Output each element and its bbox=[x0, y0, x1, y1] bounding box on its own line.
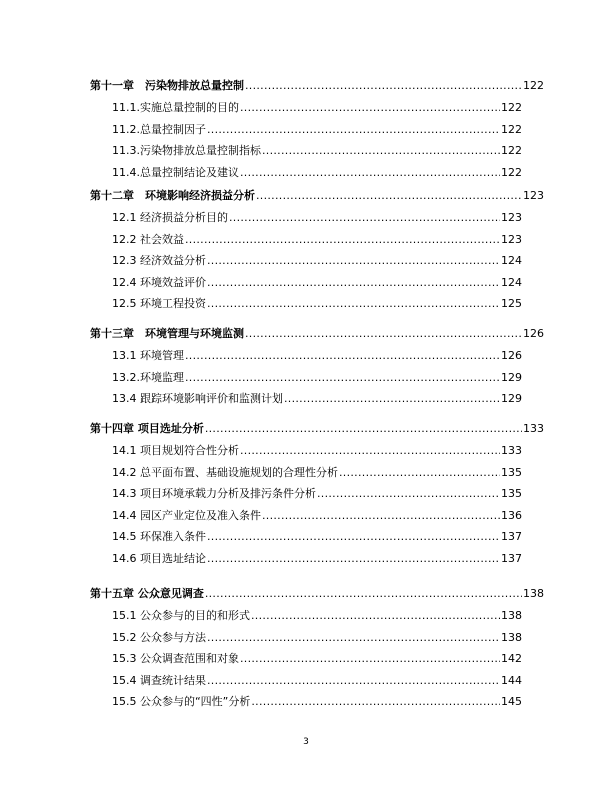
toc-leader-dots bbox=[284, 392, 500, 405]
toc-leader-dots bbox=[205, 422, 522, 435]
toc-page-number: 125 bbox=[501, 297, 522, 311]
toc-chapter-entry[interactable] bbox=[90, 587, 544, 600]
toc-leader-dots bbox=[185, 371, 500, 384]
toc-section-title: 14.3 项目环境承载力分析及排污条件分析 bbox=[112, 487, 316, 501]
toc-section-title: 14.6 项目选址结论 bbox=[112, 552, 206, 565]
toc-section-title: 15.2 公众参与方法 bbox=[112, 630, 206, 644]
toc-page-number: 144 bbox=[501, 673, 522, 687]
toc-leader-dots bbox=[262, 509, 500, 522]
toc-chapter-entry[interactable] bbox=[90, 79, 544, 92]
toc-page-number: 122 bbox=[501, 101, 522, 114]
toc-leader-dots bbox=[245, 327, 522, 340]
toc-section-entry[interactable] bbox=[90, 444, 522, 457]
toc-leader-dots bbox=[207, 297, 500, 310]
toc-leader-dots bbox=[240, 101, 500, 114]
toc-section-entry[interactable] bbox=[90, 371, 522, 384]
toc-section-title: 15.3 公众调查范围和对象 bbox=[112, 652, 239, 666]
toc-page-number: 123 bbox=[501, 232, 522, 246]
toc-leader-dots bbox=[240, 444, 500, 457]
toc-chapter-entry[interactable] bbox=[90, 189, 544, 202]
toc-page-number: 137 bbox=[501, 530, 522, 544]
toc-leader-dots bbox=[207, 123, 500, 136]
toc-section-entry[interactable] bbox=[90, 101, 522, 114]
toc-section-entry[interactable] bbox=[90, 123, 522, 136]
toc-page-number: 122 bbox=[501, 165, 522, 179]
toc-leader-dots bbox=[256, 189, 522, 202]
toc-page-number: 138 bbox=[501, 630, 522, 644]
toc-page-number: 123 bbox=[501, 211, 522, 224]
toc-section-entry[interactable] bbox=[90, 631, 522, 644]
toc-section-title: 12.3 经济效益分析 bbox=[112, 254, 206, 268]
toc-chapter-title: 第十四章 项目选址分析 bbox=[90, 422, 204, 435]
toc-section-title: 11.1.实施总量控制的目的 bbox=[112, 101, 239, 114]
toc-section-entry[interactable] bbox=[90, 609, 522, 622]
toc-page-number: 133 bbox=[501, 444, 522, 457]
toc-leader-dots bbox=[207, 631, 500, 644]
toc-section-title: 14.2 总平面布置、基础设施规划的合理性分析 bbox=[112, 465, 338, 479]
toc-chapter-title: 第十三章 环境管理与环境监测 bbox=[90, 327, 244, 340]
toc-section-entry[interactable] bbox=[90, 674, 522, 687]
toc-page-number: 124 bbox=[501, 275, 522, 289]
toc-chapter-title: 第十五章 公众意见调查 bbox=[90, 587, 204, 600]
toc-leader-dots bbox=[207, 276, 500, 289]
toc-page-number: 123 bbox=[523, 189, 544, 202]
toc-section-entry[interactable] bbox=[90, 276, 522, 289]
toc-section-title: 12.1 经济损益分析目的 bbox=[112, 211, 228, 224]
toc-page-number: 138 bbox=[523, 587, 544, 600]
toc-page-number: 126 bbox=[501, 349, 522, 362]
toc-section-entry[interactable] bbox=[90, 392, 522, 405]
toc-chapter-title: 第十二章 环境影响经济损益分析 bbox=[90, 189, 255, 202]
toc-leader-dots bbox=[207, 552, 500, 565]
toc-section-entry[interactable] bbox=[90, 530, 522, 543]
toc-leader-dots bbox=[245, 79, 522, 92]
toc-section-title: 14.5 环保准入条件 bbox=[112, 530, 206, 544]
toc-page-number: 138 bbox=[501, 609, 522, 622]
toc-page-number: 133 bbox=[523, 422, 544, 435]
toc-page-number: 124 bbox=[501, 254, 522, 268]
toc-section-entry[interactable] bbox=[90, 695, 522, 708]
toc-section-entry[interactable] bbox=[90, 509, 522, 522]
toc-section-title: 15.5 公众参与的“四性”分析 bbox=[112, 695, 251, 709]
toc-leader-dots bbox=[185, 233, 500, 246]
toc-section-title: 11.4.总量控制结论及建议 bbox=[112, 165, 239, 179]
toc-section-title: 11.3.污染物排放总量控制指标 bbox=[112, 144, 261, 158]
toc-section-title: 11.2.总量控制因子 bbox=[112, 122, 206, 136]
toc-section-entry[interactable] bbox=[90, 487, 522, 500]
toc-section-entry[interactable] bbox=[90, 233, 522, 246]
toc-page-number: 142 bbox=[501, 652, 522, 666]
toc-page-number: 126 bbox=[523, 327, 544, 340]
toc-page-number: 122 bbox=[501, 144, 522, 158]
toc-leader-dots bbox=[339, 466, 500, 479]
toc-leader-dots bbox=[262, 144, 500, 157]
toc-section-title: 13.4 跟踪环境影响评价和监测计划 bbox=[112, 392, 283, 406]
page-number: 3 bbox=[303, 737, 309, 747]
toc-chapter-title: 第十一章 污染物排放总量控制 bbox=[90, 79, 244, 92]
toc-section-title: 15.4 调查统计结果 bbox=[112, 673, 206, 687]
toc-page-number: 136 bbox=[501, 508, 522, 522]
toc-section-entry[interactable] bbox=[90, 297, 522, 310]
toc-leader-dots bbox=[229, 211, 500, 224]
toc-chapter-entry[interactable] bbox=[90, 422, 544, 435]
toc-section-title: 13.1 环境管理 bbox=[112, 349, 184, 362]
toc-section-entry[interactable] bbox=[90, 144, 522, 157]
toc-section-title: 12.4 环境效益评价 bbox=[112, 275, 206, 289]
toc-section-entry[interactable] bbox=[90, 166, 522, 179]
toc-section-title: 15.1 公众参与的目的和形式 bbox=[112, 609, 250, 622]
toc-section-title: 14.4 园区产业定位及准入条件 bbox=[112, 508, 261, 522]
toc-section-entry[interactable] bbox=[90, 652, 522, 665]
toc-section-entry[interactable] bbox=[90, 349, 522, 362]
toc-leader-dots bbox=[251, 695, 500, 708]
toc-page-number: 145 bbox=[501, 695, 522, 709]
toc-leader-dots bbox=[240, 166, 500, 179]
toc-leader-dots bbox=[207, 254, 500, 267]
toc-leader-dots bbox=[185, 349, 500, 362]
toc-section-title: 12.5 环境工程投资 bbox=[112, 297, 206, 311]
toc-leader-dots bbox=[317, 487, 500, 500]
toc-leader-dots bbox=[207, 530, 500, 543]
toc-page-number: 129 bbox=[501, 392, 522, 406]
toc-page-number: 129 bbox=[501, 370, 522, 384]
toc-page-number: 122 bbox=[523, 79, 544, 92]
toc-section-title: 12.2 社会效益 bbox=[112, 232, 184, 246]
toc-chapter-entry[interactable] bbox=[90, 327, 544, 340]
toc-section-title: 13.2.环境监理 bbox=[112, 370, 184, 384]
toc-page-number: 135 bbox=[501, 487, 522, 501]
toc-leader-dots bbox=[240, 652, 500, 665]
toc-section-entry[interactable] bbox=[90, 466, 522, 479]
toc-section-entry[interactable] bbox=[90, 552, 522, 565]
toc-leader-dots bbox=[207, 674, 500, 687]
toc-page-number: 137 bbox=[501, 552, 522, 565]
toc-section-title: 14.1 项目规划符合性分析 bbox=[112, 444, 239, 457]
toc-section-entry[interactable] bbox=[90, 211, 522, 224]
toc-leader-dots bbox=[205, 587, 522, 600]
toc-leader-dots bbox=[251, 609, 500, 622]
toc-page-number: 122 bbox=[501, 122, 522, 136]
toc-section-entry[interactable] bbox=[90, 254, 522, 267]
toc-page-number: 135 bbox=[501, 465, 522, 479]
